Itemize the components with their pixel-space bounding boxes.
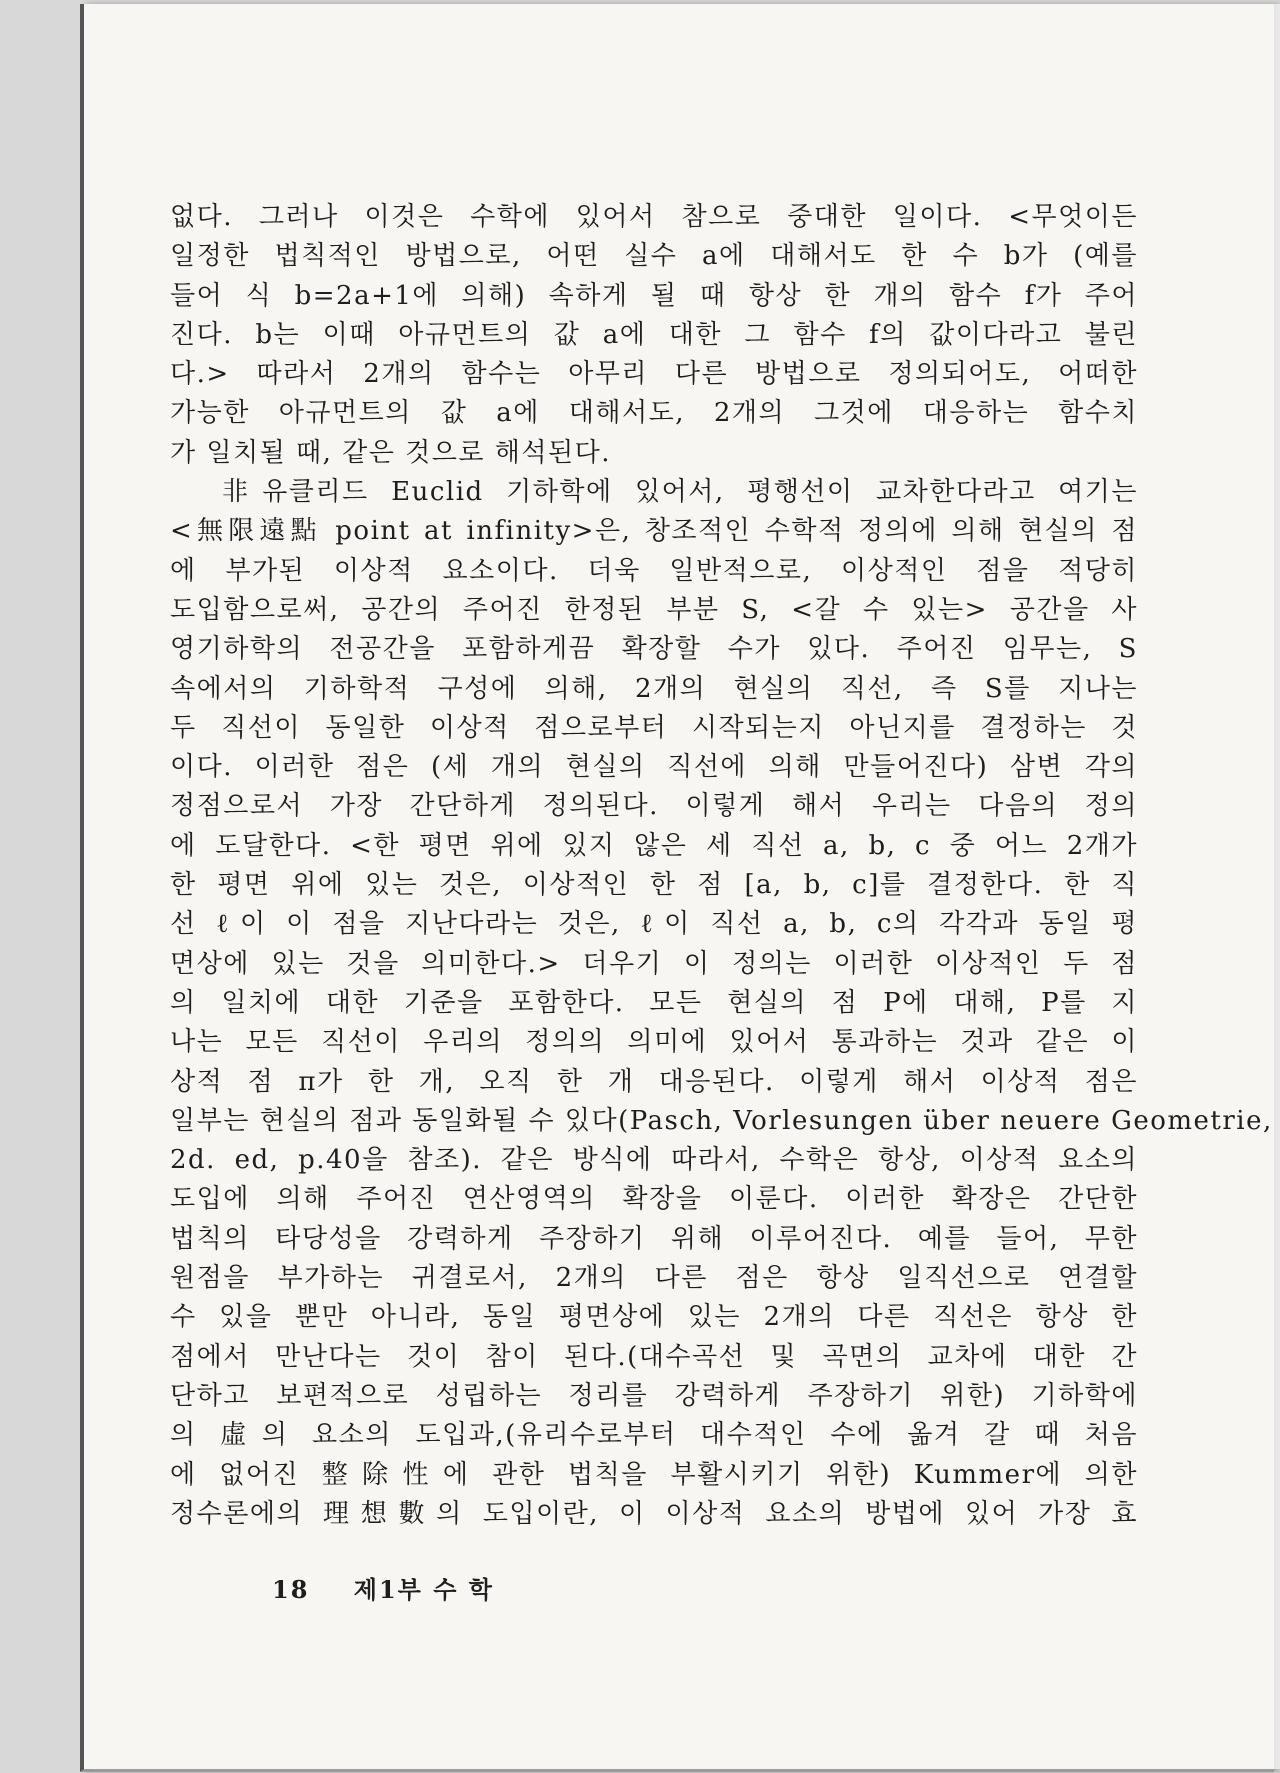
text-line: 두 직선이 동일한 이상적 점으로부터 시작되는지 아닌지를 결정하는 것 xyxy=(170,712,1138,743)
text-line: 수 있을 뿐만 아니라, 동일 평면상에 있는 2개의 다른 직선은 항상 한 xyxy=(170,1302,1138,1333)
text-line: 非유클리드 Euclid 기하학에 있어서, 평행선이 교차한다라고 여기는 xyxy=(222,477,1138,508)
text-line: 가능한 아규먼트의 값 a에 대해서도, 2개의 그것에 대응하는 함수치 xyxy=(170,398,1138,429)
text-line: 도입에 의해 주어진 연산영역의 확장을 이룬다. 이러한 확장은 간단한 xyxy=(170,1184,1138,1215)
text-line: <無限遠點 point at infinity>은, 창조적인 수학적 정의에 의해 현실의 점 xyxy=(170,516,1138,547)
text-line: 법칙의 타당성을 강력하게 주장하기 위해 이루어진다. 예를 들어, 무한 xyxy=(170,1223,1138,1254)
text-line: 에 없어진 整除性에 관한 법칙을 부활시키기 위한) Kummer에 의한 xyxy=(170,1459,1138,1490)
body-text xyxy=(170,198,1273,1534)
text-line: 면상에 있는 것을 의미한다.> 더우기 이 정의는 이러한 이상적인 두 점 xyxy=(170,948,1138,979)
text-line: 상적 점 π가 한 개, 오직 한 개 대응된다. 이렇게 해서 이상적 점은 xyxy=(170,1066,1138,1097)
text-line: 도입함으로써, 공간의 주어진 한정된 부분 S, <갈 수 있는> 공간을 사 xyxy=(170,594,1138,625)
text-line: 없다. 그러나 이것은 수학에 있어서 참으로 중대한 일이다. <무엇이든 xyxy=(170,202,1138,232)
text-line: 한 평면 위에 있는 것은, 이상적인 한 점 [a, b, c]를 결정한다. 한 직 xyxy=(170,870,1138,901)
text-line: 들어 식 b=2a+1에 의해) 속하게 될 때 항상 한 개의 함수 f가 주어 xyxy=(170,280,1138,311)
text-line: 단하고 보편적으로 성립하는 정리를 강력하게 주장하기 위한) 기하학에 xyxy=(170,1380,1138,1411)
text-line: 정수론에의 理想數의 도입이란, 이 이상적 요소의 방법에 있어 가장 효 xyxy=(170,1498,1138,1529)
text-line: 진다. b는 이때 아규먼트의 값 a에 대한 그 함수 f의 값이다라고 불린 xyxy=(170,319,1138,350)
text-line: 나는 모든 직선이 우리의 정의의 의미에 있어서 통과하는 것과 같은 이 xyxy=(170,1027,1138,1058)
text-line: 의 일치에 대한 기준을 포함한다. 모든 현실의 점 P에 대해, P를 지 xyxy=(170,987,1138,1018)
section-title: 제1부 수 학 xyxy=(353,1575,494,1604)
text-line: 에 도달한다. <한 평면 위에 있지 않은 세 직선 a, b, c 중 어느 2개가 xyxy=(170,830,1138,861)
paragraph-2 xyxy=(170,473,1273,1534)
text-line: 일부는 현실의 점과 동일화될 수 있다(Pasch, Vorlesungen über neuere Geometrie, xyxy=(170,1105,1273,1136)
paragraph-1 xyxy=(170,198,1138,473)
page-edge xyxy=(1274,4,1280,1769)
text-line: 일정한 법칙적인 방법으로, 어떤 실수 a에 대해서도 한 수 b가 (예를 xyxy=(170,241,1138,272)
text-line: 의 虛의 요소의 도입과,(유리수로부터 대수적인 수에 옮겨 갈 때 처음 xyxy=(170,1420,1138,1451)
text-line: 에 부가된 이상적 요소이다. 더욱 일반적으로, 이상적인 점을 적당히 xyxy=(170,555,1138,586)
text-line: 영기하학의 전공간을 포함하게끔 확장할 수가 있다. 주어진 임무는, S xyxy=(170,634,1138,665)
text-line: 정점으로서 가장 간단하게 정의된다. 이렇게 해서 우리는 다음의 정의 xyxy=(170,791,1138,822)
text-line: 선 ℓ이 이 점을 지난다라는 것은, ℓ이 직선 a, b, c의 각각과 동일 평 xyxy=(170,909,1138,940)
page-footer xyxy=(272,1570,494,1605)
text-line: 2d. ed, p.40을 참조). 같은 방식에 따라서, 수학은 항상, 이상적 요소의 xyxy=(170,1145,1138,1176)
text-line: 이다. 이러한 점은 (세 개의 현실의 직선에 의해 만들어진다) 삼변 각의 xyxy=(170,752,1138,783)
text-line: 원점을 부가하는 귀결로서, 2개의 다른 점은 항상 일직선으로 연결할 xyxy=(170,1263,1138,1294)
text-line: 속에서의 기하학적 구성에 의해, 2개의 현실의 직선, 즉 S를 지나는 xyxy=(170,673,1138,704)
page-number: 18 xyxy=(272,1575,310,1604)
text-line: 다.> 따라서 2개의 함수는 아무리 다른 방법으로 정의되어도, 어떠한 xyxy=(170,359,1138,390)
text-line: 점에서 만난다는 것이 참이 된다.(대수곡선 및 곡면의 교차에 대한 간 xyxy=(170,1341,1138,1372)
text-line: 가 일치될 때, 같은 것으로 해석된다. xyxy=(170,437,611,468)
